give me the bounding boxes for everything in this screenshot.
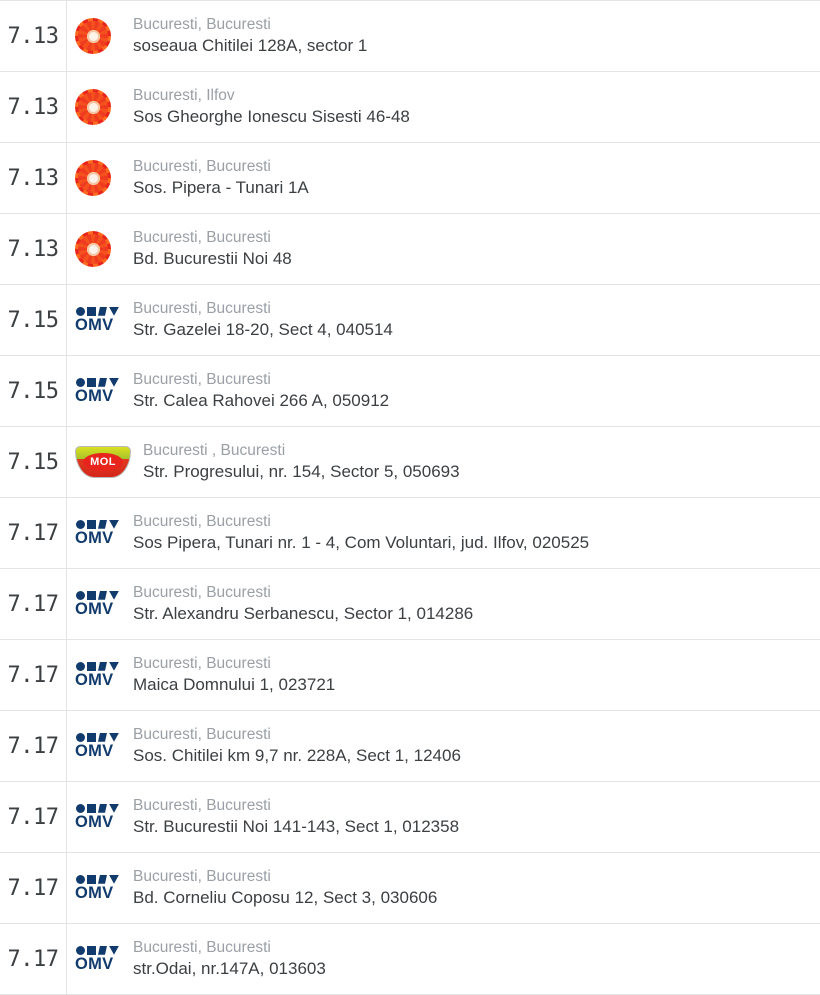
omv-wordmark: OMV xyxy=(75,386,114,405)
rompetrol-flower-icon xyxy=(75,231,111,267)
omv-mark-1 xyxy=(76,307,85,316)
omv-logo-icon xyxy=(75,662,129,689)
station-brand-logo xyxy=(67,214,133,284)
omv-mark-1 xyxy=(76,662,85,671)
omv-mark-3 xyxy=(98,804,107,813)
omv-mark-4 xyxy=(109,662,119,671)
station-city: Bucuresti, Ilfov xyxy=(133,87,235,104)
station-address: Sos. Chitilei km 9,7 nr. 228A, Sect 1, 12406 xyxy=(133,746,461,765)
station-address: str.Odai, nr.147A, 013603 xyxy=(133,959,326,978)
station-brand-logo xyxy=(67,924,133,994)
station-info xyxy=(133,1,820,71)
station-price: 7.17 xyxy=(0,924,67,994)
omv-logo-icon xyxy=(75,307,129,334)
station-city: Bucuresti, Bucuresti xyxy=(133,371,271,388)
omv-mark-3 xyxy=(98,520,107,529)
omv-marks xyxy=(76,662,119,671)
omv-mark-1 xyxy=(76,946,85,955)
station-info xyxy=(133,285,820,355)
station-price: 7.13 xyxy=(0,1,67,71)
omv-wordmark: OMV xyxy=(75,812,114,831)
omv-mark-2 xyxy=(87,307,96,316)
station-brand-logo xyxy=(67,285,133,355)
omv-mark-3 xyxy=(98,662,107,671)
omv-mark-2 xyxy=(87,591,96,600)
omv-mark-4 xyxy=(109,378,119,387)
station-row[interactable] xyxy=(0,143,820,214)
station-city: Bucuresti, Bucuresti xyxy=(133,158,271,175)
station-address: Sos Gheorghe Ionescu Sisesti 46-48 xyxy=(133,107,410,126)
omv-mark-2 xyxy=(87,378,96,387)
station-info xyxy=(133,498,820,568)
station-price: 7.13 xyxy=(0,72,67,142)
omv-logo-icon xyxy=(75,804,129,831)
station-city: Bucuresti, Bucuresti xyxy=(133,513,271,530)
station-price: 7.17 xyxy=(0,711,67,781)
station-city: Bucuresti, Bucuresti xyxy=(133,16,271,33)
omv-mark-2 xyxy=(87,662,96,671)
rompetrol-core xyxy=(87,101,100,114)
station-price: 7.15 xyxy=(0,356,67,426)
omv-wordmark: OMV xyxy=(75,741,114,760)
omv-wordmark: OMV xyxy=(75,599,114,618)
station-row[interactable] xyxy=(0,1,820,72)
omv-mark-1 xyxy=(76,875,85,884)
rompetrol-flower-icon xyxy=(75,18,111,54)
omv-wordmark: OMV xyxy=(75,883,114,902)
station-price: 7.17 xyxy=(0,569,67,639)
omv-mark-4 xyxy=(109,591,119,600)
station-brand-logo xyxy=(67,72,133,142)
station-brand-logo xyxy=(67,640,133,710)
omv-mark-1 xyxy=(76,520,85,529)
omv-logo-icon xyxy=(75,946,129,973)
station-info xyxy=(133,143,820,213)
station-city: Bucuresti, Bucuresti xyxy=(133,939,271,956)
station-info xyxy=(133,72,820,142)
omv-logo-icon xyxy=(75,591,129,618)
omv-mark-3 xyxy=(98,946,107,955)
station-info xyxy=(133,853,820,923)
omv-mark-3 xyxy=(98,733,107,742)
station-row[interactable] xyxy=(0,640,820,711)
omv-marks xyxy=(76,804,119,813)
station-brand-logo xyxy=(67,853,133,923)
station-city: Bucuresti, Bucuresti xyxy=(133,584,271,601)
rompetrol-core xyxy=(87,30,100,43)
station-city: Bucuresti, Bucuresti xyxy=(133,655,271,672)
station-info xyxy=(133,711,820,781)
omv-mark-2 xyxy=(87,946,96,955)
omv-mark-4 xyxy=(109,875,119,884)
rompetrol-core xyxy=(87,243,100,256)
station-address: Bd. Bucurestii Noi 48 xyxy=(133,249,292,268)
omv-mark-2 xyxy=(87,804,96,813)
omv-marks xyxy=(76,307,119,316)
rompetrol-flower-icon xyxy=(75,89,111,125)
station-info xyxy=(133,782,820,852)
station-brand-logo xyxy=(67,782,133,852)
station-price: 7.15 xyxy=(0,427,67,497)
station-price: 7.15 xyxy=(0,285,67,355)
station-info xyxy=(133,924,820,994)
station-info xyxy=(133,569,820,639)
station-row[interactable] xyxy=(0,853,820,924)
station-info xyxy=(133,214,820,284)
station-row[interactable] xyxy=(0,782,820,853)
omv-marks xyxy=(76,591,119,600)
omv-wordmark: OMV xyxy=(75,528,114,547)
omv-marks xyxy=(76,875,119,884)
omv-mark-1 xyxy=(76,378,85,387)
station-info xyxy=(133,640,820,710)
omv-marks xyxy=(76,378,119,387)
omv-mark-1 xyxy=(76,804,85,813)
omv-mark-3 xyxy=(98,307,107,316)
station-address: Sos Pipera, Tunari nr. 1 - 4, Com Voluntari, jud. Ilfov, 020525 xyxy=(133,533,590,552)
station-row[interactable] xyxy=(0,72,820,143)
station-info xyxy=(133,427,820,497)
station-address: Bd. Corneliu Coposu 12, Sect 3, 030606 xyxy=(133,888,438,907)
omv-mark-2 xyxy=(87,520,96,529)
rompetrol-flower-icon xyxy=(75,160,111,196)
omv-mark-3 xyxy=(98,591,107,600)
station-row[interactable] xyxy=(0,356,820,427)
omv-mark-2 xyxy=(87,875,96,884)
omv-marks xyxy=(76,520,119,529)
station-brand-logo xyxy=(67,1,133,71)
station-row[interactable] xyxy=(0,924,820,995)
omv-wordmark: OMV xyxy=(75,315,114,334)
station-city: Bucuresti, Bucuresti xyxy=(133,868,271,885)
station-address: Str. Bucurestii Noi 141-143, Sect 1, 012358 xyxy=(133,817,460,836)
station-price: 7.17 xyxy=(0,782,67,852)
omv-mark-4 xyxy=(109,520,119,529)
station-price: 7.17 xyxy=(0,640,67,710)
station-brand-logo xyxy=(67,569,133,639)
station-city: Bucuresti , Bucuresti xyxy=(143,442,286,459)
station-address: Str. Alexandru Serbanescu, Sector 1, 014286 xyxy=(133,604,474,623)
station-row[interactable] xyxy=(0,427,820,498)
station-address: Str. Gazelei 18-20, Sect 4, 040514 xyxy=(133,320,393,339)
station-price: 7.13 xyxy=(0,214,67,284)
station-address: Maica Domnului 1, 023721 xyxy=(133,675,336,694)
station-brand-logo xyxy=(67,427,133,497)
station-price: 7.17 xyxy=(0,853,67,923)
station-price: 7.13 xyxy=(0,143,67,213)
omv-marks xyxy=(76,733,119,742)
omv-wordmark: OMV xyxy=(75,954,114,973)
station-city: Bucuresti, Bucuresti xyxy=(133,300,271,317)
omv-mark-1 xyxy=(76,733,85,742)
station-city: Bucuresti, Bucuresti xyxy=(133,797,271,814)
station-row[interactable] xyxy=(0,214,820,285)
station-address: Sos. Pipera - Tunari 1A xyxy=(133,178,309,197)
station-brand-logo xyxy=(67,498,133,568)
station-row[interactable] xyxy=(0,285,820,356)
omv-logo-icon xyxy=(75,875,129,902)
omv-wordmark: OMV xyxy=(75,670,114,689)
station-row[interactable] xyxy=(0,498,820,569)
station-address: Str. Progresului, nr. 154, Sector 5, 050693 xyxy=(143,462,460,481)
station-brand-logo xyxy=(67,143,133,213)
mol-oval xyxy=(83,453,123,471)
station-address: Str. Calea Rahovei 266 A, 050912 xyxy=(133,391,390,410)
omv-mark-3 xyxy=(98,875,107,884)
station-address: soseaua Chitilei 128A, sector 1 xyxy=(133,36,368,55)
omv-mark-2 xyxy=(87,733,96,742)
mol-logo-icon xyxy=(75,446,131,478)
omv-mark-4 xyxy=(109,946,119,955)
station-info xyxy=(133,356,820,426)
station-city: Bucuresti, Bucuresti xyxy=(133,229,271,246)
omv-logo-icon xyxy=(75,733,129,760)
omv-mark-4 xyxy=(109,733,119,742)
rompetrol-core xyxy=(87,172,100,185)
omv-mark-3 xyxy=(98,378,107,387)
station-row[interactable] xyxy=(0,711,820,782)
omv-marks xyxy=(76,946,119,955)
station-brand-logo xyxy=(67,356,133,426)
station-city: Bucuresti, Bucuresti xyxy=(133,726,271,743)
omv-mark-1 xyxy=(76,591,85,600)
station-row[interactable] xyxy=(0,569,820,640)
station-price: 7.17 xyxy=(0,498,67,568)
station-brand-logo xyxy=(67,711,133,781)
omv-mark-4 xyxy=(109,307,119,316)
omv-logo-icon xyxy=(75,378,129,405)
omv-logo-icon xyxy=(75,520,129,547)
omv-mark-4 xyxy=(109,804,119,813)
mol-wordmark: MOL xyxy=(90,456,116,468)
